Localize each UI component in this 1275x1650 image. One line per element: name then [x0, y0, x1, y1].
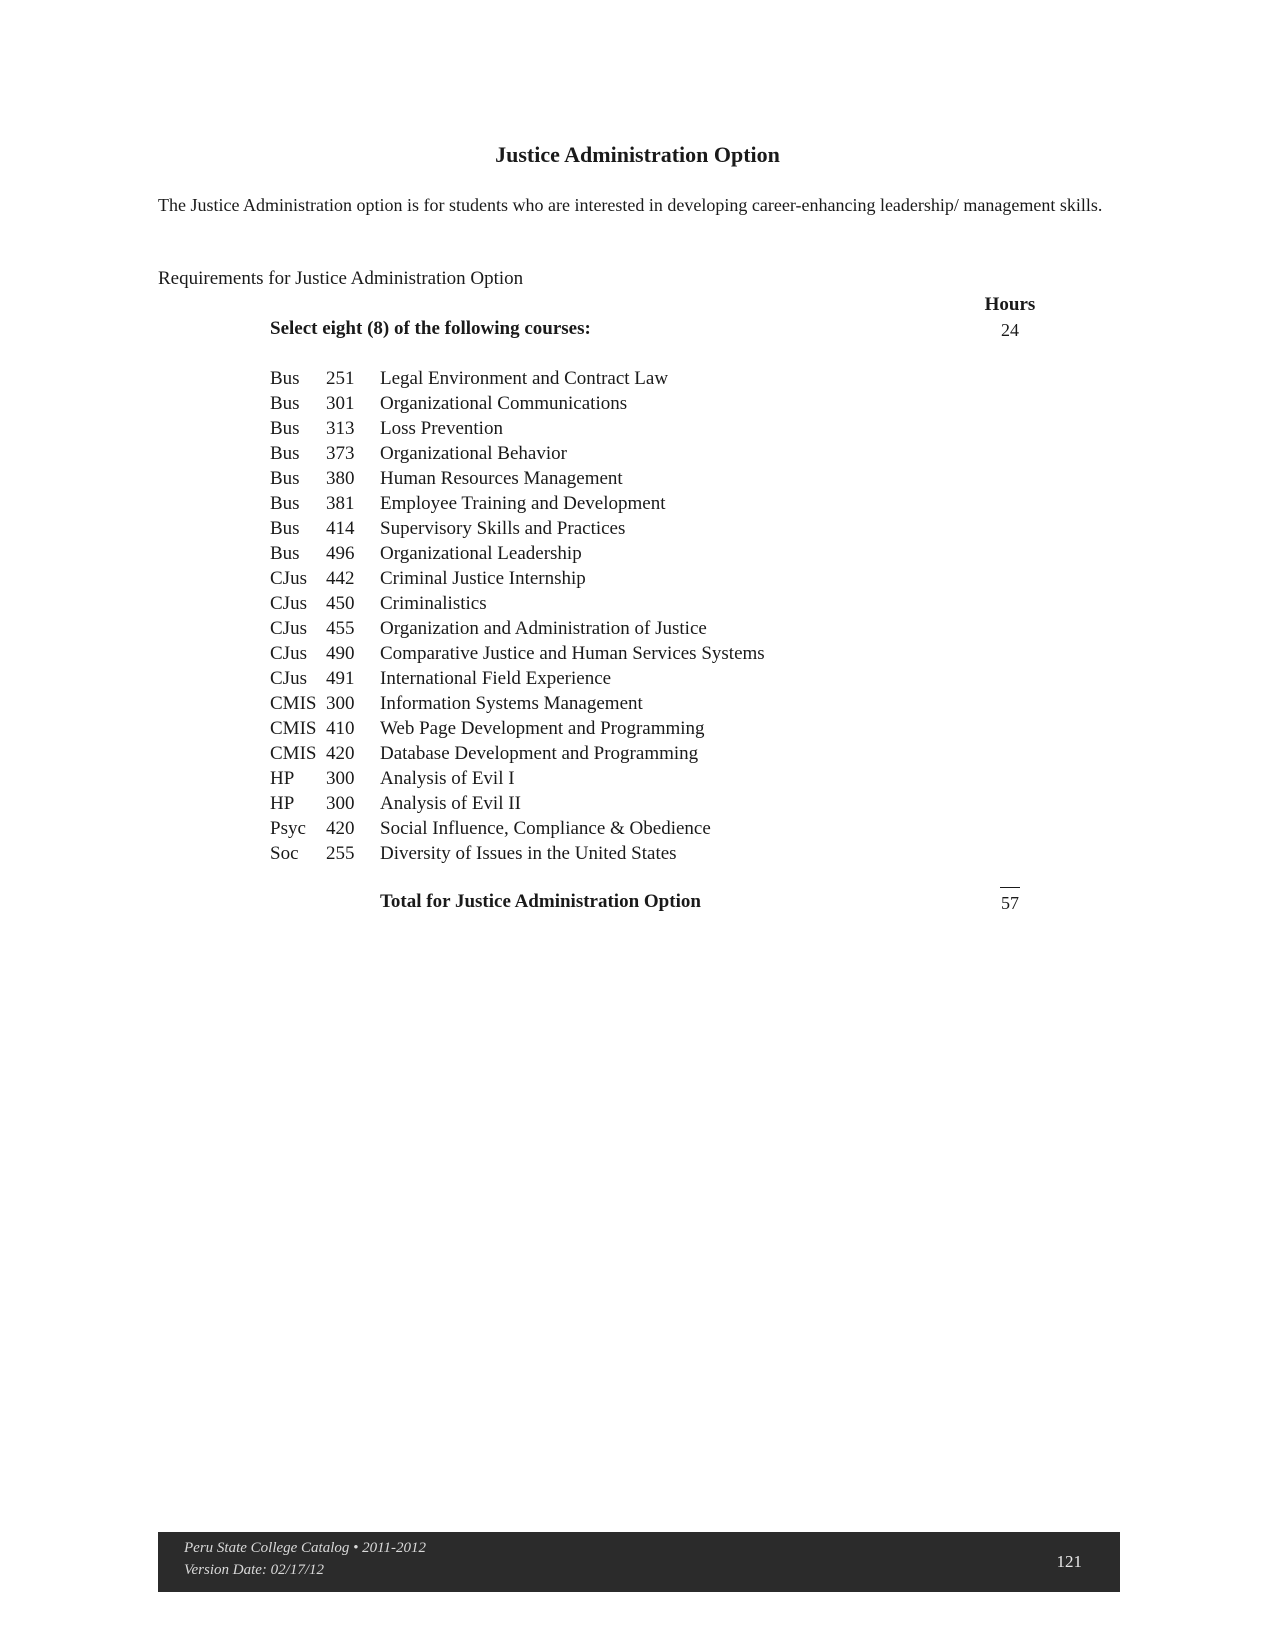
- total-label: Total for Justice Administration Option: [380, 891, 701, 912]
- course-dept: CMIS: [270, 693, 317, 714]
- total-divider: [1000, 887, 1020, 888]
- course-row: [270, 391, 765, 416]
- course-title: Information Systems Management: [380, 693, 643, 714]
- course-title: Diversity of Issues in the United States: [380, 843, 677, 864]
- course-dept: Soc: [270, 843, 299, 864]
- course-row: [270, 766, 765, 791]
- course-row: [270, 716, 765, 741]
- course-number: 420: [326, 743, 355, 764]
- course-title: Organizational Communications: [380, 393, 628, 414]
- course-list: [270, 366, 765, 866]
- page-title: Justice Administration Option: [495, 142, 780, 167]
- course-row: [270, 816, 765, 841]
- course-title: Employee Training and Development: [380, 493, 666, 514]
- course-dept: CJus: [270, 618, 307, 639]
- course-row: [270, 616, 765, 641]
- course-number: 373: [326, 443, 355, 464]
- course-dept: Bus: [270, 418, 300, 439]
- course-dept: Bus: [270, 368, 300, 389]
- course-title: Loss Prevention: [380, 418, 503, 439]
- select-instruction: Select eight (8) of the following courses:: [270, 318, 591, 339]
- course-number: 420: [326, 818, 355, 839]
- course-title: Supervisory Skills and Practices: [380, 518, 626, 539]
- course-number: 410: [326, 718, 355, 739]
- course-row: [270, 466, 765, 491]
- course-number: 313: [326, 418, 355, 439]
- course-title: Organization and Administration of Justice: [380, 618, 707, 639]
- course-number: 300: [326, 693, 355, 714]
- select-hours-value: 24: [1001, 320, 1019, 340]
- course-row: [270, 641, 765, 666]
- course-title: Web Page Development and Programming: [380, 718, 705, 739]
- course-row: [270, 566, 765, 591]
- course-dept: Bus: [270, 543, 300, 564]
- course-title: Organizational Behavior: [380, 443, 567, 464]
- course-number: 455: [326, 618, 355, 639]
- course-row: [270, 741, 765, 766]
- course-title: Criminalistics: [380, 593, 487, 614]
- course-row: [270, 441, 765, 466]
- course-dept: CJus: [270, 668, 307, 689]
- course-dept: CJus: [270, 568, 307, 589]
- course-title: Analysis of Evil II: [380, 793, 521, 814]
- course-number: 300: [326, 768, 355, 789]
- course-title: International Field Experience: [380, 668, 612, 689]
- course-number: 255: [326, 843, 355, 864]
- course-dept: Bus: [270, 493, 300, 514]
- course-dept: CJus: [270, 643, 307, 664]
- course-row: [270, 666, 765, 691]
- total-hours-value: 57: [1001, 893, 1019, 913]
- course-title: Social Influence, Compliance & Obedience: [380, 818, 711, 839]
- course-row: [270, 491, 765, 516]
- course-row: [270, 366, 765, 391]
- requirements-heading: Requirements for Justice Administration Option: [158, 268, 524, 289]
- page-number: 121: [1056, 1552, 1082, 1571]
- course-title: Human Resources Management: [380, 468, 623, 489]
- course-dept: Psyc: [270, 818, 306, 839]
- course-dept: CMIS: [270, 718, 317, 739]
- course-row: [270, 841, 765, 866]
- course-number: 491: [326, 668, 355, 689]
- course-number: 442: [326, 568, 355, 589]
- course-dept: Bus: [270, 518, 300, 539]
- course-number: 300: [326, 793, 355, 814]
- course-dept: Bus: [270, 393, 300, 414]
- course-number: 496: [326, 543, 355, 564]
- course-number: 450: [326, 593, 355, 614]
- course-dept: HP: [270, 793, 295, 814]
- course-title: Database Development and Programming: [380, 743, 699, 764]
- course-title: Comparative Justice and Human Services Systems: [380, 643, 765, 664]
- course-dept: Bus: [270, 468, 300, 489]
- course-title: Criminal Justice Internship: [380, 568, 586, 589]
- course-dept: Bus: [270, 443, 300, 464]
- course-title: Organizational Leadership: [380, 543, 582, 564]
- course-number: 490: [326, 643, 355, 664]
- course-row: [270, 516, 765, 541]
- hours-column-label: Hours: [984, 294, 1036, 315]
- course-row: [270, 541, 765, 566]
- course-dept: CMIS: [270, 743, 317, 764]
- page-footer: [158, 1532, 1120, 1592]
- course-dept: CJus: [270, 593, 307, 614]
- footer-catalog-title: Peru State College Catalog • 2011-2012: [184, 1540, 427, 1556]
- course-dept: HP: [270, 768, 295, 789]
- course-row: [270, 591, 765, 616]
- course-row: [270, 416, 765, 441]
- course-title: Legal Environment and Contract Law: [380, 368, 669, 389]
- course-number: 251: [326, 368, 355, 389]
- footer-version-date: Version Date: 02/17/12: [184, 1562, 324, 1578]
- course-number: 381: [326, 493, 355, 514]
- intro-paragraph: The Justice Administration option is for students who are interested in developing career-enhancing leadership/ management skills.: [158, 195, 1103, 215]
- course-number: 380: [326, 468, 355, 489]
- course-row: [270, 691, 765, 716]
- course-number: 301: [326, 393, 355, 414]
- course-title: Analysis of Evil I: [380, 768, 515, 789]
- course-number: 414: [326, 518, 355, 539]
- course-row: [270, 791, 765, 816]
